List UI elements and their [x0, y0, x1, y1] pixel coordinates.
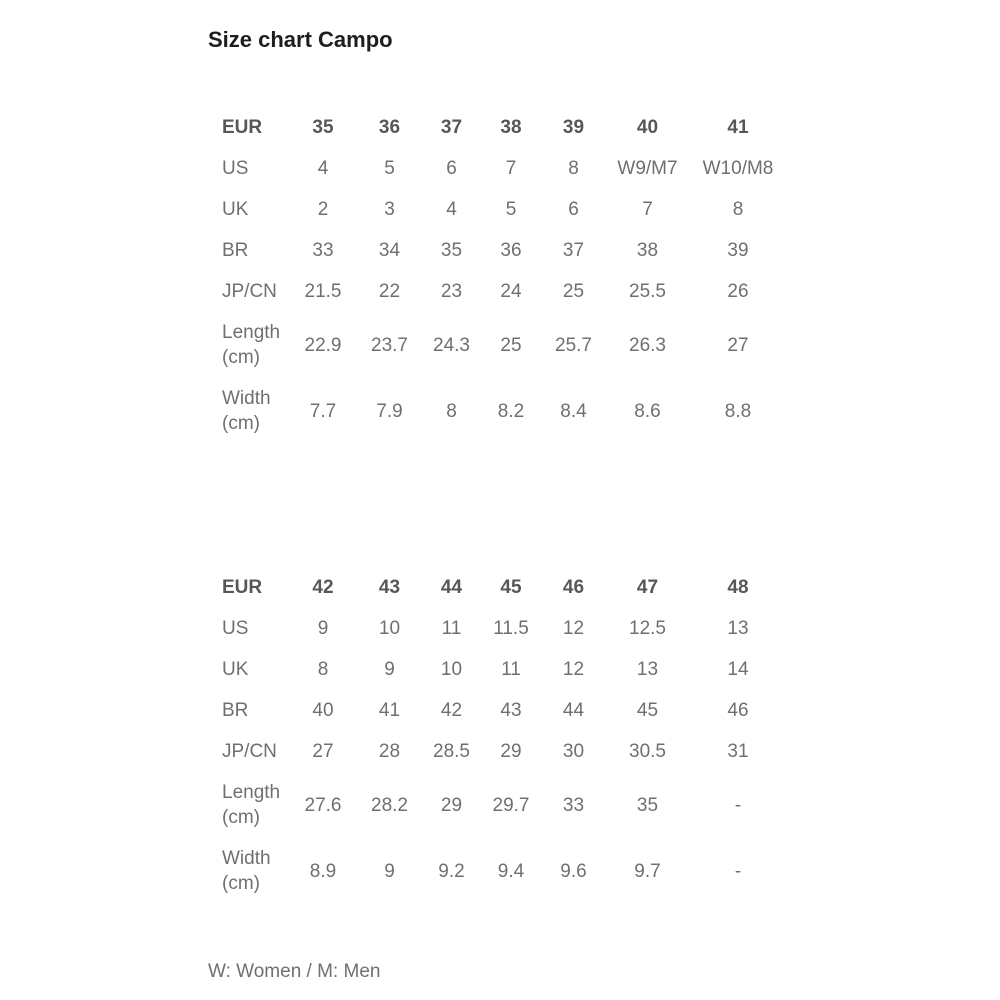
size-cell: 41: [378, 700, 401, 721]
size-cell: 7.7: [309, 400, 337, 422]
size-cell: 24.3: [433, 334, 470, 356]
table-row: [208, 649, 786, 690]
size-cell: 28.5: [433, 741, 470, 762]
size-cell: 8: [732, 199, 744, 220]
table-row: [208, 608, 786, 649]
size-table-eur-35-41: [208, 107, 786, 444]
size-cell: 2: [317, 199, 329, 220]
table-row: [208, 148, 786, 189]
size-cell: 9: [384, 659, 395, 680]
header-size-value: 36: [378, 117, 401, 138]
table-row: [208, 772, 786, 838]
table-row: [208, 838, 786, 904]
size-cell: 26: [727, 281, 749, 302]
size-cell: 25.7: [555, 334, 592, 356]
size-cell: 8.8: [724, 400, 752, 422]
row-label: UK: [222, 659, 249, 680]
size-cell: 46: [727, 700, 749, 721]
header-size-value: 39: [562, 117, 585, 138]
size-cell: 23.7: [371, 334, 408, 356]
size-cell: 7.9: [376, 400, 403, 422]
size-cell: 11: [441, 618, 462, 639]
row-label: JP/CN: [222, 741, 277, 762]
row-label: US: [222, 618, 249, 639]
size-cell: 37: [562, 240, 585, 261]
size-cell: 44: [562, 700, 585, 721]
header-size-value: 41: [727, 117, 749, 138]
row-label: Width (cm): [222, 388, 271, 434]
table-header-row: [208, 107, 786, 148]
size-cell: 14: [727, 659, 749, 680]
size-cell: 24: [500, 281, 522, 302]
size-cell: 30: [562, 741, 585, 762]
size-cell: 8.4: [560, 400, 587, 422]
size-cell: 9: [384, 860, 395, 882]
size-cell: 7: [642, 199, 653, 220]
header-size-value: 46: [562, 577, 585, 598]
size-cell: 21.5: [304, 281, 342, 302]
header-size-value: 43: [378, 577, 401, 598]
size-cell: 9.7: [634, 860, 661, 882]
row-label: Length (cm): [222, 782, 281, 828]
size-cell: 31: [727, 741, 749, 762]
size-cell: 9.6: [560, 860, 587, 882]
size-cell: 11: [501, 659, 521, 680]
row-label: US: [222, 158, 249, 179]
size-cell: 27.6: [304, 794, 342, 816]
table-row: [208, 690, 786, 731]
size-cell: 4: [446, 199, 457, 220]
size-cell: 8.9: [309, 860, 337, 882]
size-cell: 30.5: [629, 741, 666, 762]
size-cell: 9.4: [497, 860, 525, 882]
table-row: [208, 230, 786, 271]
row-label: BR: [222, 700, 249, 721]
header-row-label: EUR: [222, 117, 263, 138]
size-cell: 10: [378, 618, 401, 639]
header-size-value: 47: [636, 577, 659, 598]
size-cell: 28: [378, 741, 401, 762]
size-cell: 29.7: [492, 794, 530, 816]
header-size-value: 42: [312, 577, 334, 598]
size-cell: 11.5: [493, 618, 529, 639]
size-cell: 4: [317, 158, 329, 179]
size-cell: -: [734, 794, 742, 816]
size-cell: W9/M7: [617, 158, 678, 179]
size-cell: 12: [562, 618, 585, 639]
table-row: [208, 731, 786, 772]
size-cell: 10: [440, 659, 463, 680]
size-cell: 45: [636, 700, 659, 721]
table-row: [208, 312, 786, 378]
size-cell: 40: [312, 700, 334, 721]
header-size-value: 38: [500, 117, 522, 138]
table-row: [208, 378, 786, 444]
row-label: Length (cm): [222, 322, 281, 368]
size-cell: 26.3: [629, 334, 666, 356]
size-cell: 12.5: [629, 618, 666, 639]
size-cell: 29: [440, 794, 463, 816]
size-cell: W10/M8: [702, 158, 774, 179]
size-cell: 23: [440, 281, 463, 302]
page-title: Size chart Campo: [208, 27, 393, 52]
table-row: [208, 189, 786, 230]
table-row: [208, 271, 786, 312]
size-cell: 13: [727, 618, 749, 639]
size-cell: 8.6: [634, 400, 661, 422]
header-size-value: 35: [312, 117, 334, 138]
size-cell: 39: [727, 240, 749, 261]
size-cell: 43: [500, 700, 522, 721]
size-cell: 9: [317, 618, 329, 639]
legend-note: W: Women / M: Men: [208, 961, 381, 982]
size-cell: -: [734, 860, 742, 882]
size-cell: 34: [378, 240, 401, 261]
row-label: Width (cm): [222, 848, 271, 894]
size-cell: 42: [440, 700, 463, 721]
header-size-value: 40: [636, 117, 659, 138]
size-cell: 3: [384, 199, 395, 220]
size-cell: 33: [312, 240, 334, 261]
size-cell: 25: [562, 281, 585, 302]
size-cell: 29: [500, 741, 522, 762]
size-cell: 27: [312, 741, 334, 762]
size-cell: 6: [446, 158, 457, 179]
table-header-row: [208, 567, 786, 608]
size-cell: 8: [446, 400, 457, 422]
size-cell: 35: [440, 240, 463, 261]
size-cell: 5: [505, 199, 517, 220]
size-cell: 9.2: [438, 860, 465, 882]
header-row-label: EUR: [222, 577, 263, 598]
header-size-value: 44: [440, 577, 463, 598]
size-cell: 8.2: [497, 400, 525, 422]
size-cell: 27: [727, 334, 749, 356]
size-cell: 12: [562, 659, 585, 680]
size-cell: 6: [568, 199, 579, 220]
size-cell: 33: [562, 794, 585, 816]
size-cell: 35: [636, 794, 659, 816]
size-cell: 8: [568, 158, 579, 179]
size-cell: 28.2: [371, 794, 408, 816]
row-label: UK: [222, 199, 249, 220]
row-label: JP/CN: [222, 281, 277, 302]
size-cell: 8: [317, 659, 329, 680]
size-cell: 25: [500, 334, 522, 356]
size-cell: 38: [636, 240, 659, 261]
size-cell: 22.9: [304, 334, 342, 356]
size-cell: 36: [500, 240, 522, 261]
header-size-value: 37: [440, 117, 463, 138]
row-label: BR: [222, 240, 249, 261]
header-size-value: 48: [727, 577, 749, 598]
size-table-eur-42-48: [208, 567, 786, 904]
header-size-value: 45: [500, 577, 522, 598]
size-cell: 5: [384, 158, 395, 179]
size-cell: 13: [636, 659, 659, 680]
size-cell: 7: [505, 158, 517, 179]
size-cell: 22: [378, 281, 401, 302]
size-cell: 25.5: [629, 281, 666, 302]
